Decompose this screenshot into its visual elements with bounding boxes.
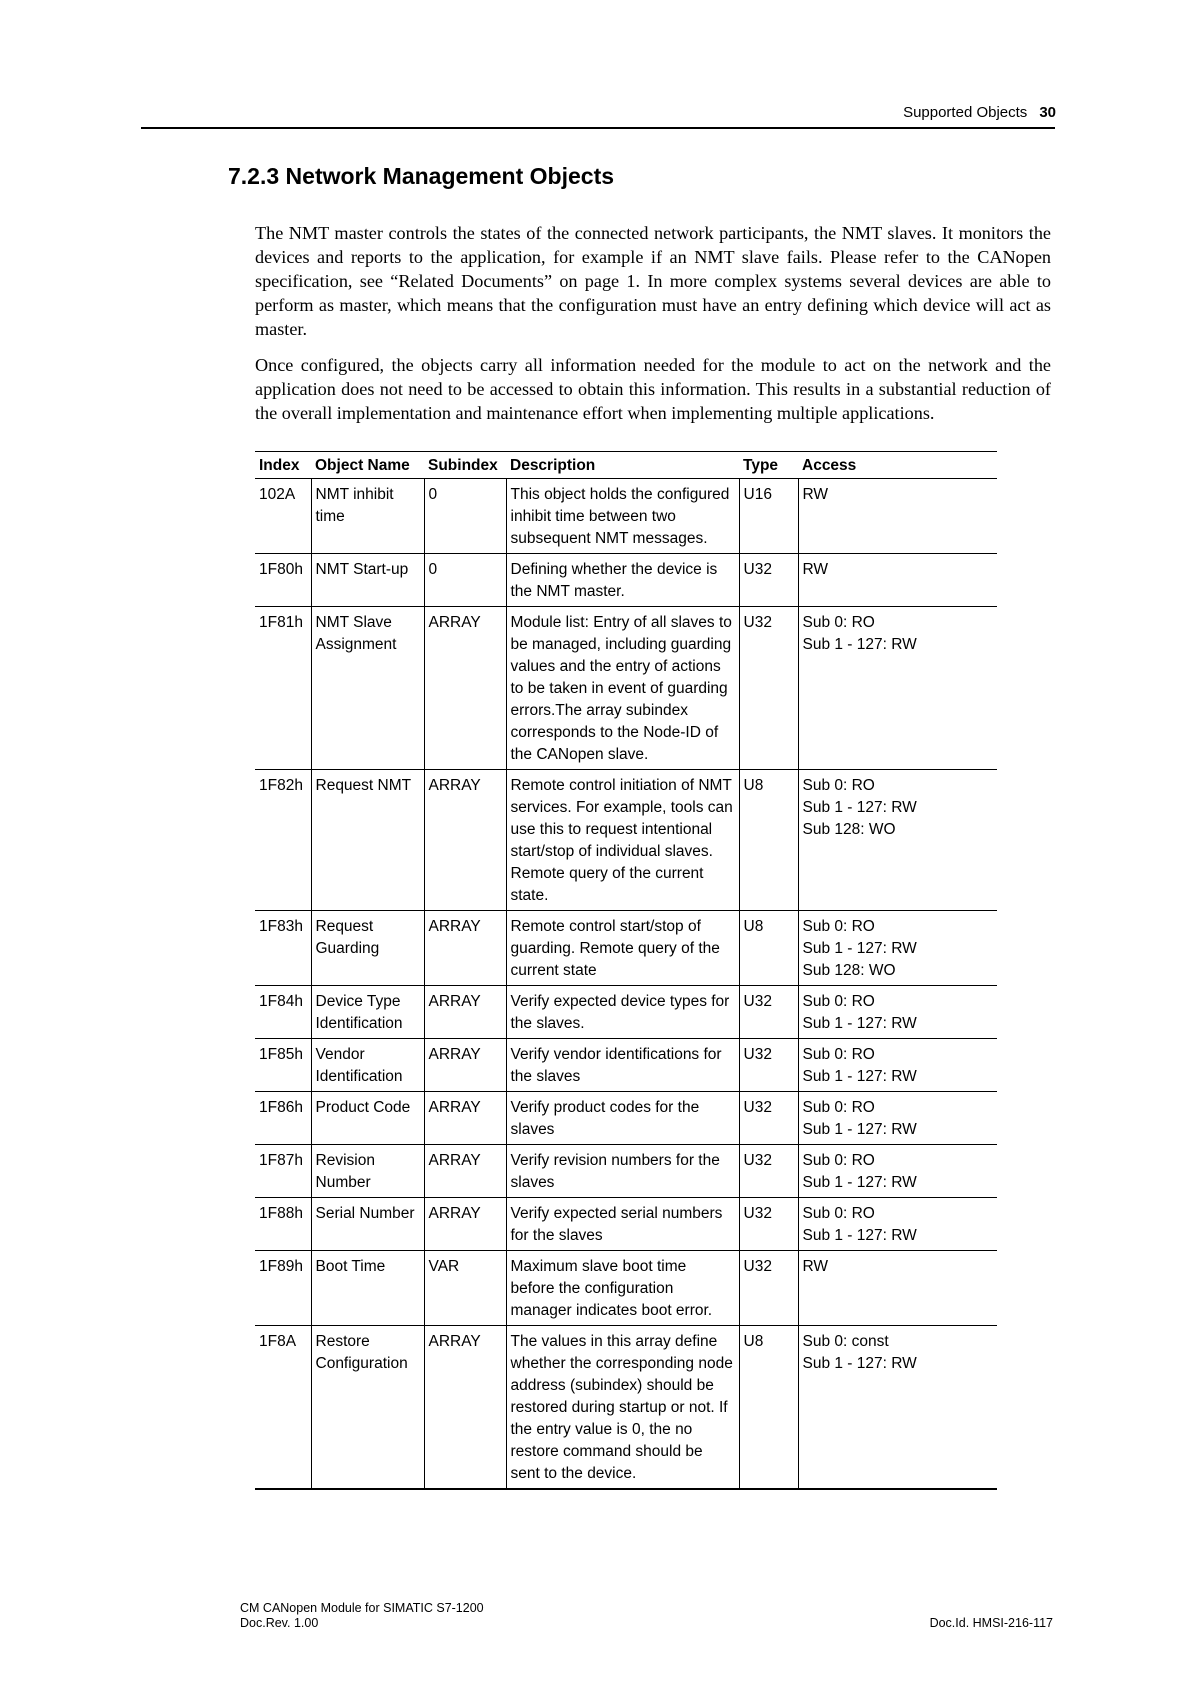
access-line: Sub 1 - 127: RW	[802, 1121, 917, 1138]
cell-access	[798, 911, 997, 986]
table-row	[255, 1326, 997, 1490]
access-line: Sub 0: RO	[802, 993, 875, 1010]
table-header-row	[255, 452, 997, 479]
access-line: Sub 1 - 127: RW	[802, 1227, 917, 1244]
cell-description: This object holds the configured inhibit time between two subsequent NMT messages.	[506, 479, 739, 554]
cell-access	[798, 1326, 997, 1490]
access-line: Sub 0: RO	[802, 777, 875, 794]
cell-index: 102A	[255, 479, 311, 554]
cell-access	[798, 479, 997, 554]
footer-doc-revision: Doc.Rev. 1.00	[240, 1616, 319, 1630]
cell-description: Maximum slave boot time before the configuration manager indicates boot error.	[506, 1251, 739, 1326]
cell-index: 1F86h	[255, 1092, 311, 1145]
cell-type: U8	[739, 770, 798, 911]
table-row	[255, 607, 997, 770]
cell-description: Remote control start/stop of guarding. Remote query of the current state	[506, 911, 739, 986]
cell-type: U32	[739, 1251, 798, 1326]
cell-description: Remote control initiation of NMT services. For example, tools can use this to request intentional start/stop of individual slaves. Remote query of the current state.	[506, 770, 739, 911]
access-line: Sub 128: WO	[802, 962, 896, 979]
section-title: 7.2.3 Network Management Objects	[228, 163, 615, 189]
table-row	[255, 1039, 997, 1092]
cell-access	[798, 770, 997, 911]
cell-index: 1F82h	[255, 770, 311, 911]
cell-subindex: 0	[424, 554, 506, 607]
cell-description: Defining whether the device is the NMT master.	[506, 554, 739, 607]
cell-object-name: NMT inhibit time	[311, 479, 424, 554]
cell-object-name: Boot Time	[311, 1251, 424, 1326]
cell-subindex: ARRAY	[424, 1039, 506, 1092]
table-row	[255, 911, 997, 986]
cell-type: U32	[739, 554, 798, 607]
cell-access	[798, 554, 997, 607]
access-line: Sub 1 - 127: RW	[802, 799, 917, 816]
cell-description: The values in this array define whether the corresponding node address (subindex) should be restored during startup or not. If the entry value is 0, the no restore command should be sent to the device.	[506, 1326, 739, 1490]
column-header-access: Access	[798, 452, 997, 479]
cell-object-name: Serial Number	[311, 1198, 424, 1251]
access-line: Sub 128: WO	[802, 821, 896, 838]
cell-subindex: ARRAY	[424, 770, 506, 911]
access-line: Sub 0: const	[802, 1333, 889, 1350]
cell-object-name: Revision Number	[311, 1145, 424, 1198]
access-line: Sub 1 - 127: RW	[802, 1355, 917, 1372]
access-line: RW	[802, 1258, 829, 1275]
access-line: Sub 0: RO	[802, 918, 875, 935]
access-line: Sub 1 - 127: RW	[802, 1174, 917, 1191]
header-rule	[141, 127, 1055, 129]
cell-object-name: Restore Configuration	[311, 1326, 424, 1490]
cell-type: U32	[739, 986, 798, 1039]
cell-description: Verify product codes for the slaves	[506, 1092, 739, 1145]
running-header	[903, 104, 1056, 121]
access-line: Sub 0: RO	[802, 1205, 875, 1222]
cell-subindex: ARRAY	[424, 1092, 506, 1145]
access-line: RW	[802, 561, 829, 578]
cell-access	[798, 986, 997, 1039]
cell-subindex: ARRAY	[424, 911, 506, 986]
cell-access	[798, 1198, 997, 1251]
cell-access	[798, 607, 997, 770]
body-text	[255, 221, 1051, 437]
column-header-index: Index	[255, 452, 311, 479]
table-row	[255, 1145, 997, 1198]
cell-subindex: ARRAY	[424, 1198, 506, 1251]
footer-product-name: CM CANopen Module for SIMATIC S7-1200	[240, 1601, 484, 1615]
cell-object-name: Request Guarding	[311, 911, 424, 986]
cell-description: Verify expected serial numbers for the slaves	[506, 1198, 739, 1251]
cell-object-name: Device Type Identification	[311, 986, 424, 1039]
cell-index: 1F80h	[255, 554, 311, 607]
cell-index: 1F88h	[255, 1198, 311, 1251]
table-row	[255, 1092, 997, 1145]
cell-subindex: ARRAY	[424, 607, 506, 770]
column-header-description: Description	[506, 452, 739, 479]
column-header-subindex: Subindex	[424, 452, 506, 479]
cell-index: 1F8A	[255, 1326, 311, 1490]
cell-index: 1F89h	[255, 1251, 311, 1326]
cell-subindex: ARRAY	[424, 1145, 506, 1198]
cell-index: 1F87h	[255, 1145, 311, 1198]
page-number: 30	[1039, 104, 1056, 121]
nmt-objects-table	[255, 451, 997, 1490]
access-line: Sub 0: RO	[802, 1046, 875, 1063]
access-line: Sub 0: RO	[802, 1152, 875, 1169]
column-header-type: Type	[739, 452, 798, 479]
header-section-name: Supported Objects	[903, 104, 1028, 121]
cell-access	[798, 1251, 997, 1326]
footer-product-info	[240, 1601, 484, 1631]
cell-object-name: Vendor Identification	[311, 1039, 424, 1092]
cell-description: Verify revision numbers for the slaves	[506, 1145, 739, 1198]
cell-index: 1F83h	[255, 911, 311, 986]
cell-subindex: VAR	[424, 1251, 506, 1326]
paragraph-nmt-master: The NMT master controls the states of the connected network participants, the NMT slaves. It monitors the devices and reports to the application, for example if an NMT slave fails. Please refer to the CANopen specification, see “Related Documents” on page 1. In more complex systems several devices are able to perform as master, which means that the configuration must have an entry defining which device will act as master.	[255, 223, 1051, 339]
column-header-object-name: Object Name	[311, 452, 424, 479]
cell-subindex: ARRAY	[424, 986, 506, 1039]
cell-type: U32	[739, 1145, 798, 1198]
cell-type: U8	[739, 1326, 798, 1490]
footer-doc-id: Doc.Id. HMSI-216-117	[929, 1616, 1053, 1630]
table-row	[255, 479, 997, 554]
access-line: Sub 1 - 127: RW	[802, 940, 917, 957]
access-line: Sub 0: RO	[802, 614, 875, 631]
cell-index: 1F84h	[255, 986, 311, 1039]
cell-object-name: NMT Start-up	[311, 554, 424, 607]
cell-access	[798, 1092, 997, 1145]
access-line: Sub 1 - 127: RW	[802, 1068, 917, 1085]
cell-subindex: 0	[424, 479, 506, 554]
cell-type: U32	[739, 607, 798, 770]
table-row	[255, 770, 997, 911]
table-row	[255, 1251, 997, 1326]
cell-description: Verify vendor identifications for the slaves	[506, 1039, 739, 1092]
cell-subindex: ARRAY	[424, 1326, 506, 1490]
paragraph-configured-objects: Once configured, the objects carry all information needed for the module to act on the network and the application does not need to be accessed to obtain this information. This results in a substantial reduction of the overall implementation and maintenance effort when implementing multiple applications.	[255, 355, 1051, 423]
cell-description: Module list: Entry of all slaves to be managed, including guarding values and the entry of actions to be taken in event of guarding errors.The array subindex corresponds to the Node-ID of the CANopen slave.	[506, 607, 739, 770]
cell-index: 1F81h	[255, 607, 311, 770]
table-row	[255, 554, 997, 607]
access-line: RW	[802, 486, 829, 503]
access-line: Sub 1 - 127: RW	[802, 636, 917, 653]
cell-description: Verify expected device types for the slaves.	[506, 986, 739, 1039]
cell-type: U8	[739, 911, 798, 986]
cell-type: U32	[739, 1092, 798, 1145]
access-line: Sub 0: RO	[802, 1099, 875, 1116]
cell-object-name: Request NMT	[311, 770, 424, 911]
cell-access	[798, 1039, 997, 1092]
cell-index: 1F85h	[255, 1039, 311, 1092]
cell-object-name: Product Code	[311, 1092, 424, 1145]
cell-type: U16	[739, 479, 798, 554]
cell-type: U32	[739, 1198, 798, 1251]
cell-access	[798, 1145, 997, 1198]
access-line: Sub 1 - 127: RW	[802, 1015, 917, 1032]
table-row	[255, 986, 997, 1039]
cell-object-name: NMT Slave Assignment	[311, 607, 424, 770]
cell-type: U32	[739, 1039, 798, 1092]
table-row	[255, 1198, 997, 1251]
